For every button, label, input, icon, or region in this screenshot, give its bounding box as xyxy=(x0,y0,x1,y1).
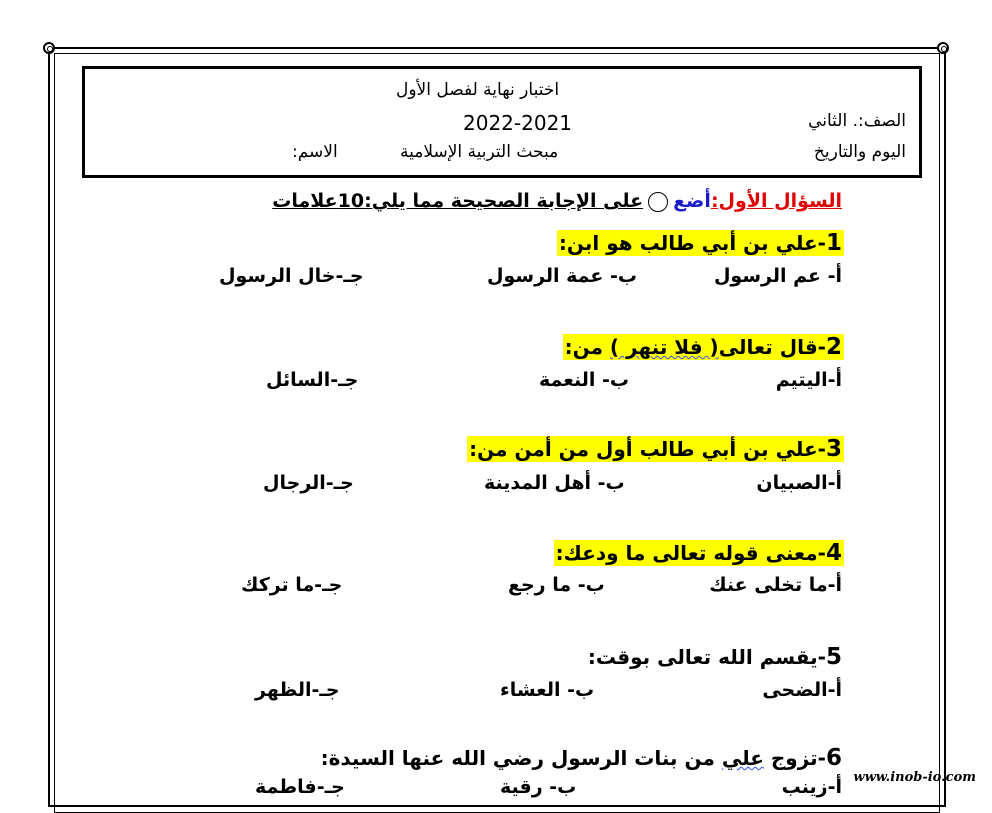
question-4: 4-معنى قوله تعالى ما ودعك: xyxy=(555,540,842,566)
q1-option-c[interactable]: جـ-خال الرسول xyxy=(219,265,364,287)
q1-option-b[interactable]: ب- عمة الرسول xyxy=(487,265,637,287)
q2-option-c[interactable]: جـ-السائل xyxy=(266,369,359,391)
q2-option-a[interactable]: أ-اليتيم xyxy=(775,369,842,391)
q4-option-c[interactable]: جـ-ما تركك xyxy=(241,574,343,596)
subject-label: مبحث التربية الإسلامية xyxy=(400,142,559,162)
name-label: الاسم: xyxy=(292,142,338,162)
date-label: اليوم والتاريخ xyxy=(813,142,906,162)
section-title-rest: على الإجابة الصحيحة مما يلي: xyxy=(364,190,644,212)
q6-option-b[interactable]: ب- رقية xyxy=(500,776,577,798)
section-title xyxy=(272,190,842,212)
exam-title: اختبار نهاية لفصل الأول xyxy=(396,80,560,100)
corner-ornament-icon xyxy=(937,42,949,54)
question-1: 1-علي بن أبي طالب هو ابن: xyxy=(558,230,842,256)
q2-option-b[interactable]: ب- النعمة xyxy=(539,369,629,391)
q5-option-a[interactable]: أ-الضحى xyxy=(762,679,842,701)
school-year: 2022-2021 xyxy=(463,111,573,135)
section-title-red: السؤال الأول: xyxy=(710,190,842,212)
q6-option-c[interactable]: جـ-فاطمة xyxy=(255,776,345,798)
q3-option-a[interactable]: أ-الصبيان xyxy=(756,472,842,494)
section-title-blue: أضع xyxy=(673,190,711,212)
q6-option-a[interactable]: أ-زينب xyxy=(781,776,842,798)
answer-circle-icon xyxy=(648,192,668,212)
question-2: 2-قال تعالى( فلا تنهر ) من: xyxy=(564,334,842,360)
website-url[interactable]: www.inob-io.com xyxy=(853,770,976,785)
q5-option-c[interactable]: جـ-الظهر xyxy=(255,679,340,701)
grade-label: الصف:. الثاني xyxy=(808,111,906,131)
q1-option-a[interactable]: أ- عم الرسول xyxy=(713,265,842,287)
question-3: 3-علي بن أبي طالب أول من أمن من: xyxy=(469,436,842,462)
q4-option-a[interactable]: أ-ما تخلى عنك xyxy=(709,574,842,596)
question-6: 6-تزوج علي من بنات الرسول رضي الله عنها السيدة: xyxy=(320,745,842,771)
q4-option-b[interactable]: ب- ما رجع xyxy=(508,574,605,596)
q5-option-b[interactable]: ب- العشاء xyxy=(500,679,595,701)
q3-option-c[interactable]: جـ-الرجال xyxy=(263,472,354,494)
corner-ornament-icon xyxy=(43,42,55,54)
section-marks: 10علامات xyxy=(272,190,365,212)
q3-option-b[interactable]: ب- أهل المدينة xyxy=(484,472,625,494)
question-5: 5-يقسم الله تعالى بوقت: xyxy=(587,644,842,670)
